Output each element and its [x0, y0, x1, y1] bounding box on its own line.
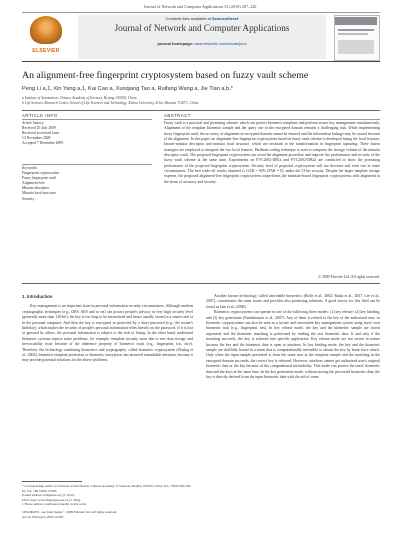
body-column-left: [22, 294, 193, 364]
elsevier-tree-logo: [30, 16, 62, 44]
homepage-prefix: journal homepage:: [157, 41, 194, 46]
footnote: 1 These authors contributed equally to this work.: [22, 502, 87, 507]
history-label: Article history:: [22, 121, 45, 125]
sciencedirect-link[interactable]: ScienceDirect: [212, 16, 239, 21]
affiliations: [22, 96, 380, 106]
paragraph: Biometric cryptosystems can operate in one of the following three modes: (1) key release; (2) key binding; and (3) key generation (Nandakumar et al., 2007). Any of them is related to the key of the authorized user, so biometric cryptosystems can also be seen as a secure and convenient key management system using users' own biometric trait (e.g., fingerprint, iris). In key release mode, the key and the biometric sample are stored separately and the biometric matching is performed by reading the raw biometric data. If and only if the matching succeeds, the key is released into specific application. Key release mode are not secure in nature because the key and the biometric data is open to attackers. In key binding mode, the key and the biometric sample are skillfully bound in a mean that is computationally infeasible to obtain the key by brute force attack. Only when the input sample presented is from the same user as the template sample and the matching in the encrypted domain succeeds, the correct key is released. However, attackers cannot get authorized user's original biometric data or the key because of the computational infeasibility. This mode can protect the users' biometric data and the keys at the same time. In the key generation mode, without storing the processed biometric data, the key is directly derived from the input biometric data with the aid of some: [206, 310, 380, 380]
footnote: E-mail address: tian@ieee.org (J. Tian).: [22, 493, 75, 498]
divider: [22, 110, 380, 111]
footnote: URL: http://www.fingerpass.net.cn (J. Tian).: [22, 497, 81, 502]
author-list: Peng Li a,1, Xin Yang a,1, Kai Cao a, Xunqiang Tao a, Ruifang Wang a, Jie Tian a,b,*: [22, 86, 233, 92]
footnote: * Corresponding author at: Institute of Automation, Chinese Academy of Sciences, Beijing 100190, China. Tel.: +8610 826 184 65; fax: +86 10625 27995.: [22, 484, 191, 493]
cover-decoration: [338, 33, 368, 35]
paragraph: Another known technology, called cancelable biometrics (Bolle et al., 2002; Ratha et al., 2007; Lee et al., 2007), concentrates the same issues and provides also promising solutions. A good survey for this field can be found in Jain et al. (2008).: [206, 294, 380, 309]
cover-decoration: [338, 29, 374, 31]
running-head: Journal of Network and Computer Applications 33 (2010) 207–220: [143, 4, 257, 9]
keyword: Alignment-free: [22, 181, 45, 186]
history-line: 13 November 2009: [22, 136, 51, 141]
keyword: Minutia local structure: [22, 191, 56, 196]
homepage-line: [78, 41, 326, 46]
homepage-link[interactable]: www.elsevier.com/locate/jnca: [194, 41, 247, 46]
doi-link[interactable]: doi:10.1016/j.jnca.2009.12.003: [22, 514, 64, 519]
history-line: Received 29 July 2009: [22, 126, 56, 131]
cover-band: [335, 17, 377, 25]
abstract-copyright: © 2009 Elsevier Ltd. All rights reserved.: [318, 275, 380, 279]
journal-banner: [78, 15, 326, 59]
abstract-heading: ABSTRACT: [164, 113, 191, 118]
history-line: Received in revised form: [22, 131, 60, 136]
keyword: Fuzzy fingerprint vault: [22, 176, 56, 181]
article-info-heading: ARTICLE INFO: [22, 113, 58, 118]
affiliation-b: b Life Sciences Research Center, School of Life Sciences and Technology, Xidian University, Xi'an, Shaanxi 710071, China: [22, 101, 199, 106]
issn-line: 1084-8045/$ - see front matter © 2009 Elsevier Ltd. All rights reserved.: [22, 510, 117, 514]
abstract-text: Fuzzy vault is a practical and promising scheme, which can protect biometric templates and perform secure key management simultaneously. Alignment of the template biometric sample and the query one in the encrypted domain remains a challenging task. While implementing fuzzy fingerprint vault, the accuracy of alignment in encrypted domain cannot be ensured and the information leakage may be caused because of the alignment. In this paper, an alignment-free fingerprint cryptosystem based on fuzzy vault scheme is developed fusing the local features, known-minutia descriptor and minutia local structure, which are invariant to the transformation in fingerprint capturing. Three fusion strategies are employed to integrate the two local features. Huffman coding technique is used to compress the storage volume of the minutia descriptor vault. The proposed fingerprint cryptosystem can avoid the alignment procedure and improve the performance and security of the fuzzy vault scheme at the same time. Experiments on FVC2002-DB1a and FVC2002-DB2a are conducted to show the promising performance of the proposed fingerprint cryptosystem. Security level of proposed cryptosystem will not decrease and even rise in some circumstances. The best trade-off results obtained is GAR = 92% (FAR = 0), under the 53-bit security. Despite the larger template storage expense, the proposed alignment-free fingerprint cryptosystem outperforms the minutiae-based fingerprint cryptosystems with alignment in the terms of accuracy and security.: [164, 121, 380, 184]
journal-title: Journal of Network and Computer Applications: [114, 23, 290, 33]
front-matter: [22, 510, 193, 519]
keywords: [22, 166, 152, 202]
divider: [22, 164, 152, 165]
divider: [22, 283, 380, 284]
cover-decoration: [338, 40, 374, 54]
article-title: An alignment-free fingerprint cryptosystem based on fuzzy vault scheme: [22, 70, 309, 81]
divider: [22, 119, 152, 120]
contents-line: [78, 16, 326, 21]
history-line: Accepted 7 December 2009: [22, 141, 64, 146]
publisher-logo-text: ELSEVIER: [32, 48, 60, 54]
keyword: Minutia descriptor: [22, 186, 50, 191]
article-history: [22, 121, 152, 146]
footnote-divider: [22, 481, 82, 482]
keyword: Security: [22, 196, 35, 201]
divider: [164, 119, 380, 120]
contents-prefix: Contents lists available at: [165, 16, 211, 21]
footnotes: [22, 484, 193, 507]
body-column-right: [206, 294, 380, 381]
affiliation-a: a Institute of Automation, Chinese Academy of Sciences, Beijing 100190, China: [22, 96, 137, 100]
section-heading: 1. Introduction: [22, 294, 53, 299]
keyword: Fingerprint cryptosystem: [22, 171, 60, 176]
keywords-label: Keywords:: [22, 166, 38, 170]
paragraph: Key management is an important issue in personal information security circumstances. Although modern cryptographic techniques (e.g., DES, AES and so on) can protect people's privacy in very high security level (generally more than 128-bit), the key is too long to be memorized and hence usually stored in a smart-card or in the personal computer. And then the key is encrypted or protected by a short password (e.g., the owner's birthday), which makes the security of people's personal information relies heavily on the password. If it is lost or guessed by others, the personal information is subject to the risk of losing. In the other hand, traditional biometric systems expose some problems, for example, template security issue due to raw data storage and irrevocability issue because of the inherence property of biometric traits (e.g., fingerprint, iris, face). Therefore, the technology combining biometrics and cryptography, called biometric cryptosystem (Uludag et al., 2004), biometric template protection or biometric encryption, has attracted remarkable attention, because it may provide potential solutions for the above problems.: [22, 304, 193, 363]
